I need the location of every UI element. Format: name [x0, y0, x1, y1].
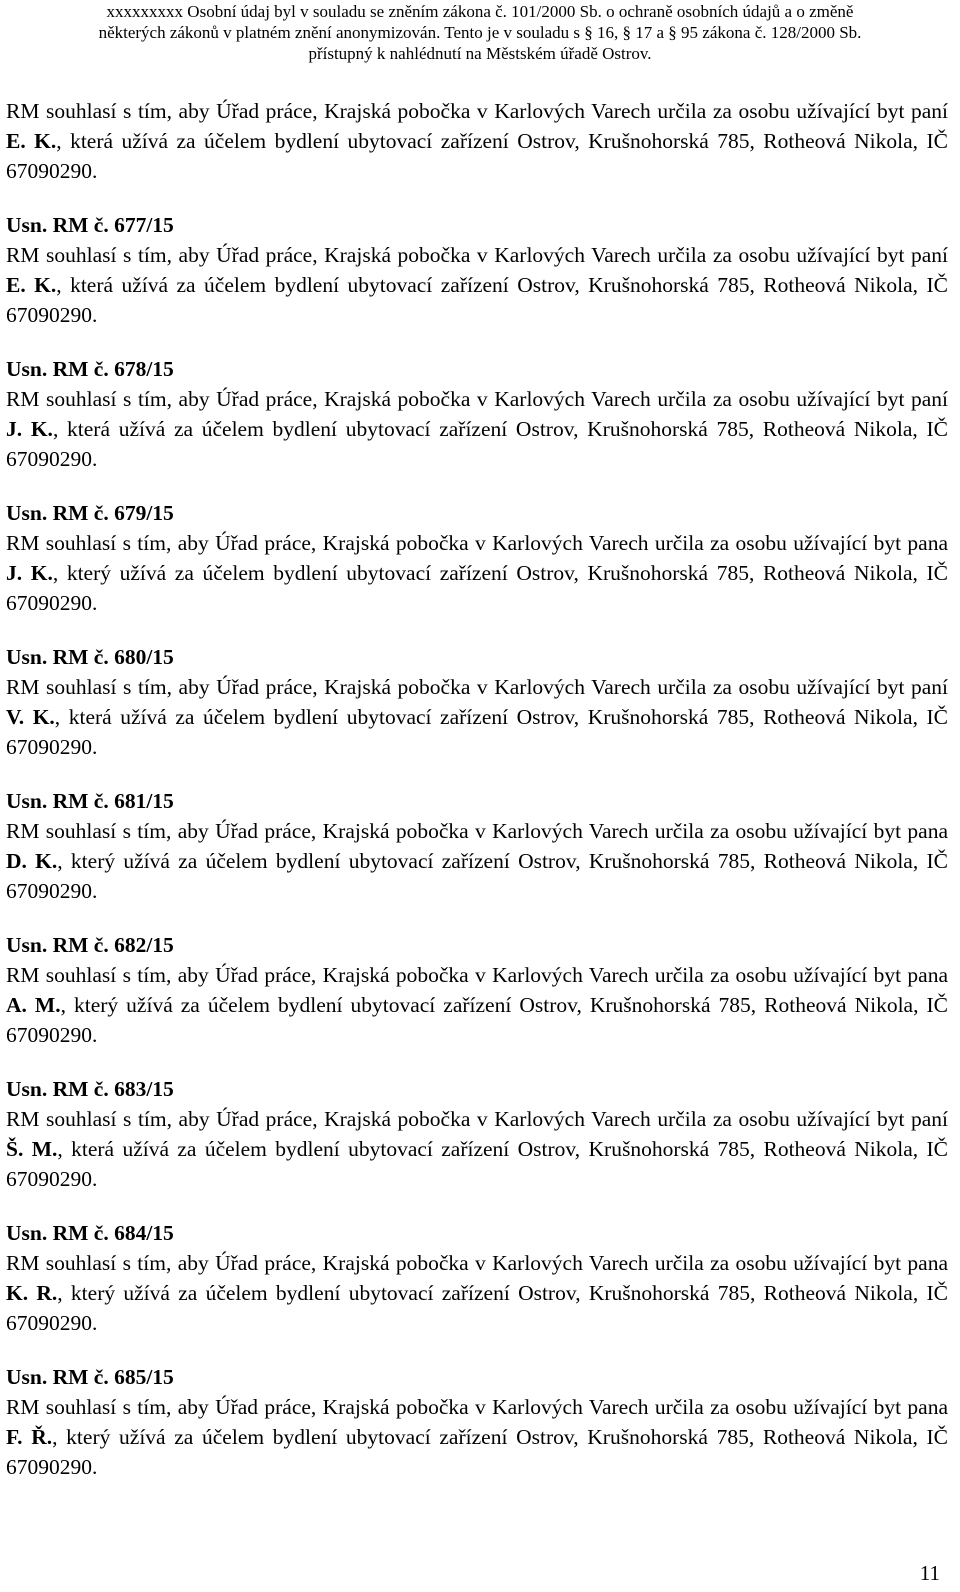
person-initials: E. K.	[6, 273, 57, 297]
resolution-text	[6, 960, 948, 1050]
resolution	[6, 210, 948, 330]
resolution-heading: Usn. RM č. 683/15	[6, 1077, 174, 1101]
anonymization-notice	[0, 0, 960, 64]
page-number: 11	[919, 1561, 940, 1585]
resolution-text	[6, 672, 948, 762]
person-initials: A. M.	[6, 993, 61, 1017]
person-initials: Š. M.	[6, 1137, 58, 1161]
paragraph-text: RM souhlasí s tím, aby Úřad práce, Krajská pobočka v Karlových Varech určila za osobu užívající byt pana	[6, 1395, 948, 1419]
paragraph-text: , který užívá za účelem bydlení ubytovací zařízení Ostrov, Krušnohorská 785, Rotheová Nikola, IČ 67090290.	[6, 849, 948, 903]
paragraph-text: , který užívá za účelem bydlení ubytovací zařízení Ostrov, Krušnohorská 785, Rotheová Nikola, IČ 67090290.	[6, 1425, 949, 1479]
paragraph-text: , která užívá za účelem bydlení ubytovací zařízení Ostrov, Krušnohorská 785, Rotheová Nikola, IČ 67090290.	[6, 1137, 949, 1191]
intro-paragraph	[6, 96, 948, 186]
notice-line-3: přístupný k nahlédnutí na Městském úřadě Ostrov.	[308, 44, 652, 63]
resolution-text	[6, 1248, 948, 1338]
person-initials: J. K.	[6, 417, 53, 441]
resolution-heading: Usn. RM č. 684/15	[6, 1221, 174, 1245]
paragraph-text: RM souhlasí s tím, aby Úřad práce, Krajská pobočka v Karlových Varech určila za osobu užívající byt pana	[6, 963, 948, 987]
resolution-heading: Usn. RM č. 679/15	[6, 501, 174, 525]
paragraph-text: RM souhlasí s tím, aby Úřad práce, Krajská pobočka v Karlových Varech určila za osobu užívající byt paní	[6, 243, 948, 267]
resolution-text	[6, 816, 948, 906]
resolution-text	[6, 528, 948, 618]
resolution	[6, 642, 948, 762]
resolution-text	[6, 240, 948, 330]
document-body	[6, 96, 948, 1482]
resolution	[6, 930, 948, 1050]
person-initials: K. R.	[6, 1281, 58, 1305]
notice-line-2: některých zákonů v platném znění anonymizován. Tento je v souladu s § 16, § 17 a § 95 zákona č. 128/2000 Sb.	[98, 23, 862, 42]
paragraph-text: , který užívá za účelem bydlení ubytovací zařízení Ostrov, Krušnohorská 785, Rotheová Nikola, IČ 67090290.	[6, 993, 948, 1047]
resolution-heading: Usn. RM č. 680/15	[6, 645, 174, 669]
paragraph-text: RM souhlasí s tím, aby Úřad práce, Krajská pobočka v Karlových Varech určila za osobu užívající byt paní	[6, 387, 948, 411]
resolution-text	[6, 1104, 948, 1194]
resolution	[6, 354, 948, 474]
resolution	[6, 786, 948, 906]
resolution-text	[6, 1392, 948, 1482]
paragraph-text: RM souhlasí s tím, aby Úřad práce, Krajská pobočka v Karlových Varech určila za osobu užívající byt paní	[6, 1107, 948, 1131]
person-initials: E. K.	[6, 129, 57, 153]
resolution-heading: Usn. RM č. 685/15	[6, 1365, 174, 1389]
paragraph-text: , která užívá za účelem bydlení ubytovací zařízení Ostrov, Krušnohorská 785, Rotheová Nikola, IČ 67090290.	[6, 273, 948, 327]
paragraph-text: RM souhlasí s tím, aby Úřad práce, Krajská pobočka v Karlových Varech určila za osobu užívající byt paní	[6, 99, 948, 123]
resolution-heading: Usn. RM č. 678/15	[6, 357, 174, 381]
resolution	[6, 498, 948, 618]
person-initials: V. K.	[6, 705, 55, 729]
resolution-heading: Usn. RM č. 681/15	[6, 789, 174, 813]
paragraph-text: , který užívá za účelem bydlení ubytovací zařízení Ostrov, Krušnohorská 785, Rotheová Nikola, IČ 67090290.	[6, 561, 948, 615]
paragraph-text: RM souhlasí s tím, aby Úřad práce, Krajská pobočka v Karlových Varech určila za osobu užívající byt pana	[6, 1251, 948, 1275]
resolution	[6, 1362, 948, 1482]
paragraph-text: RM souhlasí s tím, aby Úřad práce, Krajská pobočka v Karlových Varech určila za osobu užívající byt paní	[6, 675, 948, 699]
notice-line-1: xxxxxxxxx Osobní údaj byl v souladu se zněním zákona č. 101/2000 Sb. o ochraně osobních údajů a o změně	[106, 2, 854, 21]
paragraph-text: , který užívá za účelem bydlení ubytovací zařízení Ostrov, Krušnohorská 785, Rotheová Nikola, IČ 67090290.	[6, 1281, 948, 1335]
person-initials: D. K.	[6, 849, 58, 873]
paragraph-text: , která užívá za účelem bydlení ubytovací zařízení Ostrov, Krušnohorská 785, Rotheová Nikola, IČ 67090290.	[6, 129, 948, 183]
paragraph-text: , která užívá za účelem bydlení ubytovací zařízení Ostrov, Krušnohorská 785, Rotheová Nikola, IČ 67090290.	[6, 417, 948, 471]
person-initials: J. K.	[6, 561, 53, 585]
resolution-text	[6, 384, 948, 474]
paragraph-text: RM souhlasí s tím, aby Úřad práce, Krajská pobočka v Karlových Varech určila za osobu užívající byt pana	[6, 819, 948, 843]
resolution	[6, 1218, 948, 1338]
paragraph-text: , která užívá za účelem bydlení ubytovací zařízení Ostrov, Krušnohorská 785, Rotheová Nikola, IČ 67090290.	[6, 705, 948, 759]
person-initials: F. Ř.	[6, 1425, 53, 1449]
resolution-heading: Usn. RM č. 682/15	[6, 933, 174, 957]
paragraph-text: RM souhlasí s tím, aby Úřad práce, Krajská pobočka v Karlových Varech určila za osobu užívající byt pana	[6, 531, 948, 555]
resolution	[6, 1074, 948, 1194]
resolution-heading: Usn. RM č. 677/15	[6, 213, 174, 237]
